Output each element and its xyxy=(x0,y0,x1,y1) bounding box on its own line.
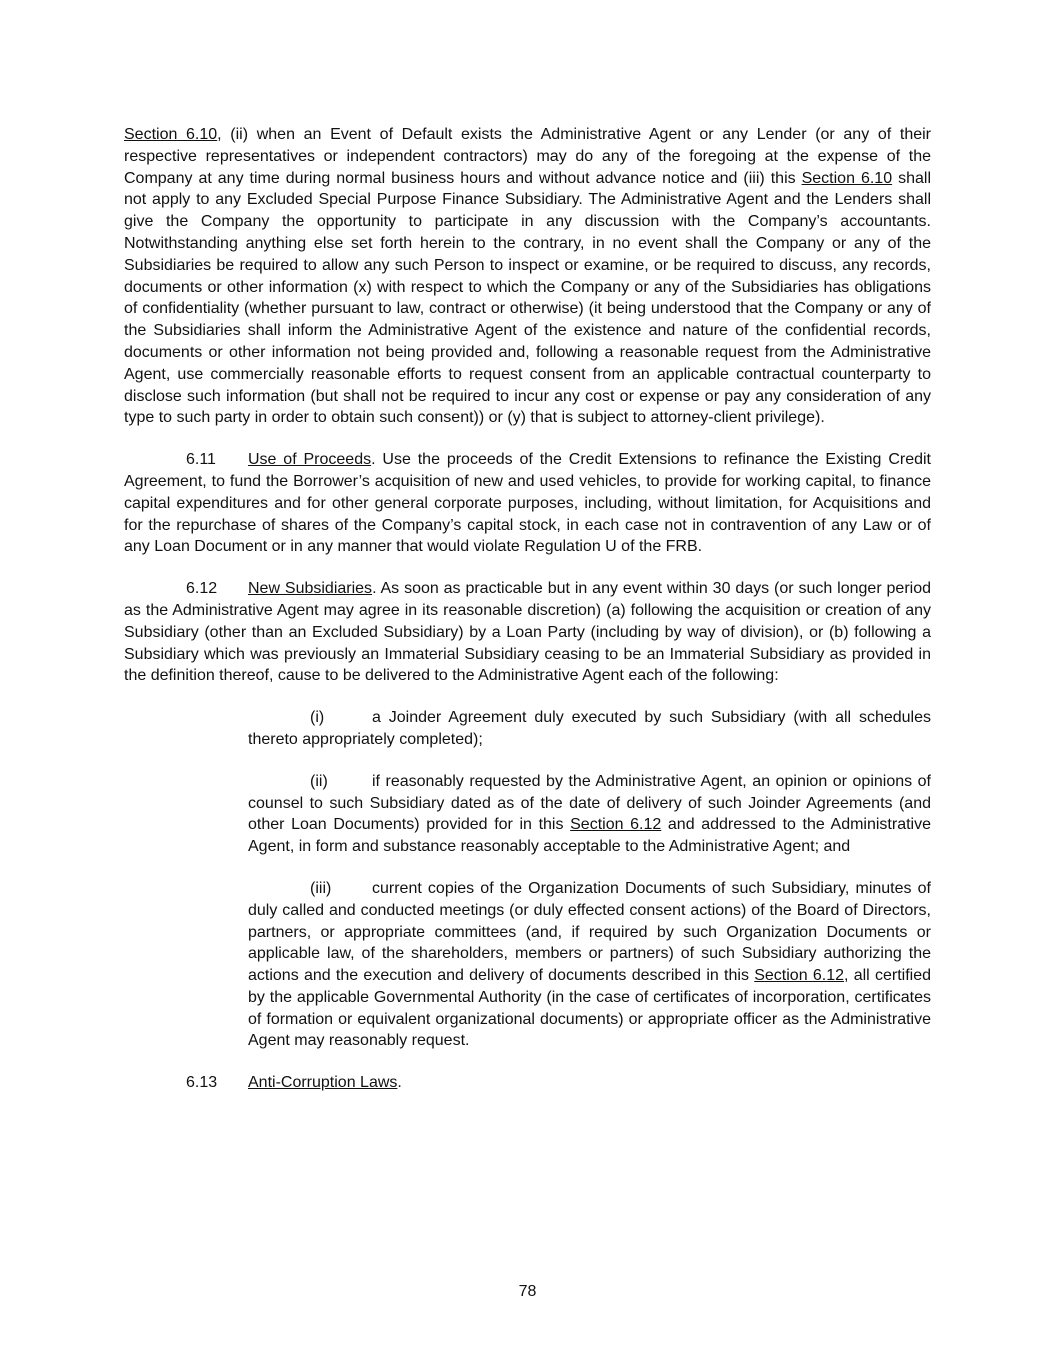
section-title: Anti-Corruption Laws xyxy=(248,1074,398,1092)
section-6-13-heading xyxy=(124,1072,931,1094)
section-6-11 xyxy=(124,449,931,558)
subsection-ii xyxy=(248,771,931,858)
item-label: (iii) xyxy=(310,879,332,897)
item-label: (i) xyxy=(310,709,325,727)
item-text: if reasonably requested by the Administrative Agent, an opinion or opinions of counsel to such Subsidiary dated as of the date of delivery of such Joinder Agreements (and other Loan Documents) provided for in this xyxy=(248,772,931,834)
paragraph-text: shall not apply to any Excluded Special Purpose Finance Subsidiary. The Administrative Agent and the Lenders shall give the Company the opportunity to participate in any discussion with the Company’s accountants. Notwithstanding anything else set forth herein to the contrary, in no event shall the Company or any of the Subsidiaries be required to allow any such Person to inspect or examine, or be required to discuss, any records, documents or other information (x) with respect to which the Company or any of the Subsidiaries has obligations of confidentiality (whether pursuant to law, contract or otherwise) (it being understood that the Company or any of the Subsidiaries shall inform the Administrative Agent of the existence and nature of the confidential records, documents or other information not being provided and, following a reasonable request from the Administrative Agent, use commercially reasonable efforts to request consent from an applicable contractual counterparty to disclose such information (but shall not be required to incur any cost or expense or pay any consideration of any type to such party in order to obtain such consent)) or (y) that is subject to attorney-client privilege). xyxy=(124,169,931,427)
item-text: , all certified by the applicable Governmental Authority (in the case of certificates of incorporation, certificates of formation or equivalent organizational documents) or appropriate officer as the Administrative Agent may reasonably request. xyxy=(248,967,932,1050)
page-number: 78 xyxy=(518,1283,537,1300)
cross-reference: Section 6.10 xyxy=(124,126,218,143)
item-text: and addressed to the Administrative Agent, in form and substance reasonably acceptable to the Administrative Agent; and xyxy=(248,816,932,856)
item-label: (ii) xyxy=(310,772,328,790)
section-title-trail: . xyxy=(397,1074,402,1092)
section-title: Use of Proceeds xyxy=(248,451,372,469)
section-body: . Use the proceeds of the Credit Extensions to refinance the Existing Credit Agreement, to fund the Borrower’s acquisition of new and used vehicles, to provide for working capital, to finance capital expenditures and for other general corporate purposes, including, without limitation, for Acquisitions and for the repurchase of shares of the Company’s capital stock, in each case not in contravention of any Law or of any Loan Document or in any manner that would violate Regulation U of the FRB. xyxy=(124,451,931,556)
section-6-12 xyxy=(124,578,931,687)
cross-reference: Section 6.12 xyxy=(570,816,662,834)
section-number: 6.11 xyxy=(186,451,216,469)
item-text: a Joinder Agreement duly executed by such Subsidiary (with all schedules thereto appropriately completed); xyxy=(248,709,931,748)
section-title: New Subsidiaries xyxy=(248,580,373,598)
item-text: current copies of the Organization Documents of such Subsidiary, minutes of duly called and conducted meetings (or duly effected consent actions) of the Board of Directors, partners, or appropriate committees (and, if required by such Organization Documents or applicable law, of the shareholders, members or partners) of such Subsidiary authorizing the actions and the execution and delivery of documents described in this xyxy=(248,879,931,985)
document-page xyxy=(124,124,931,1114)
section-number: 6.13 xyxy=(186,1074,218,1092)
subsection-iii xyxy=(248,878,931,1052)
paragraph-text: , (ii) when an Event of Default exists the Administrative Agent or any Lender (or any of their respective representatives or independent contractors) may do any of the foregoing at the expense of the Company at any time during normal business hours and without advance notice and (iii) this xyxy=(124,126,931,187)
section-number: 6.12 xyxy=(186,580,218,598)
cross-reference: Section 6.12 xyxy=(754,967,844,985)
cross-reference: Section 6.10 xyxy=(801,169,893,187)
subsection-i xyxy=(248,707,931,751)
paragraph-section-6-10-continued xyxy=(124,124,931,429)
section-body: . As soon as practicable but in any event within 30 days (or such longer period as the Administrative Agent may agree in its reasonable discretion) (a) following the acquisition or creation of any Subsidiary (other than an Excluded Subsidiary) by a Loan Party (including by way of division), or (b) following a Subsidiary which was previously an Immaterial Subsidiary ceasing to be an Immaterial Subsidiary as provided in the definition thereof, cause to be delivered to the Administrative Agent each of the following: xyxy=(124,580,932,685)
